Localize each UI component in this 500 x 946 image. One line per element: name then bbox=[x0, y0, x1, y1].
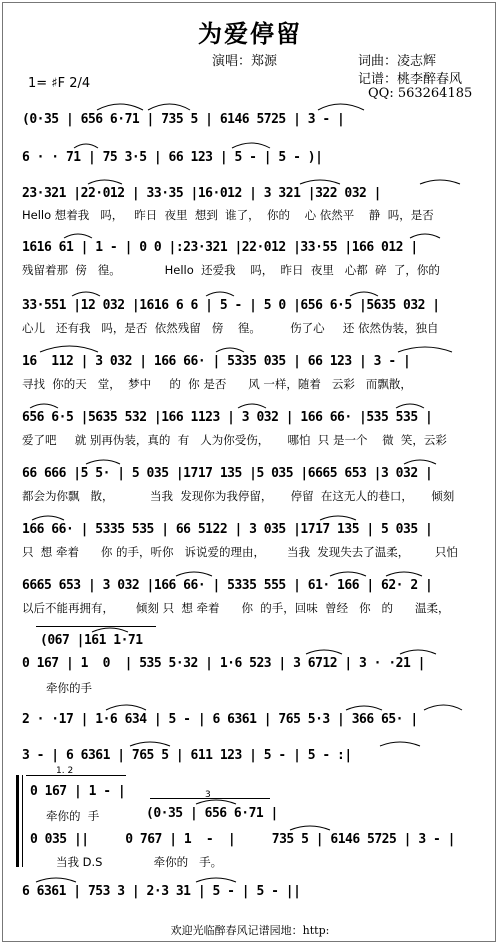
ending-1-lyrics: 牵你的 手 bbox=[46, 809, 100, 823]
qq-contact: QQ: 563264185 bbox=[368, 86, 473, 101]
singer-credit: 演唱：郑源 bbox=[212, 54, 278, 69]
score-row-12: 2 · ·17 | 1·6 634 | 5 - | 6 6361 | 765 5·3 | 366 65· | bbox=[22, 712, 418, 727]
song-title: 为爱停留 bbox=[198, 19, 302, 48]
interlude-phrase: (0·35 | 656 6·71 | bbox=[146, 806, 278, 821]
lyricist-credit: 词曲：凌志辉 bbox=[358, 54, 437, 69]
lyrics-row-8: 都会为你飘 散， 当我 发现你为我停留， 停留 在这无人的巷口， 倾刻 bbox=[22, 489, 455, 503]
prelude-phrase: (067 |161 1·71 bbox=[40, 633, 143, 648]
score-row-8: 66 666 |5 5· | 5 035 |1717 135 |5 035 |6665 653 |3 032 | bbox=[22, 466, 433, 481]
key-signature: 1= ♯F 2/4 bbox=[28, 76, 91, 91]
lyrics-row-10: 以后不能再拥有， 倾刻 只 想 牵着 你 的手，回味 曾经 你 的 温柔， bbox=[22, 601, 450, 615]
score-row-9: 166 66· | 5335 535 | 66 5122 | 3 035 |1717 135 | 5 035 | bbox=[22, 522, 433, 537]
volta-mark: 1. 2 bbox=[56, 766, 74, 776]
score-row-10: 6665 653 | 3 032 |166 66· | 5335 555 | 61· 166 | 62· 2 | bbox=[22, 578, 433, 593]
score-row-3: 23·321 |22·012 | 33·35 |16·012 | 3 321 |322 032 | bbox=[22, 186, 382, 201]
score-row-4: 1616 61 | 1 - | 0 0 |:23·321 |22·012 |33·55 |166 012 | bbox=[22, 240, 418, 255]
ending-2-phrase: 0 035 || 0 767 | 1 - | 735 5 | 6146 5725 | 3 - | bbox=[30, 832, 455, 847]
lyrics-row-3: Hello 想着我 吗， 昨日 夜里 想到 谁了， 你的 心 依然平 静 吗，是否 bbox=[22, 208, 434, 222]
footer-note: 欢迎光临醉春风记谱园地：http: bbox=[170, 924, 330, 937]
score-row-5: 33·551 |12 032 |1616 6 6 | 5 - | 5 0 |656 6·5 |5635 032 | bbox=[22, 298, 440, 313]
lyrics-row-7: 爱了吧 就 别再伪装，真的 有 人为你受伤， 哪怕 只 是一个 微 笑，云彩 bbox=[22, 433, 447, 447]
ending-1-phrase: 0 167 | 1 - | bbox=[30, 784, 126, 799]
score-row-13: 3 - | 6 6361 | 765 5 | 611 123 | 5 - | 5 - :| bbox=[22, 748, 352, 763]
lyrics-row-9: 只 想 牵着 你 的手，听你 诉说爱的理由， 当我 发现失去了温柔， 只怕 bbox=[22, 545, 458, 559]
transcriber-credit: 记谱：桃李醉春风 bbox=[358, 72, 463, 87]
score-row-2: 6 · · 71 | 75 3·5 | 66 123 | 5 - | 5 - )| bbox=[22, 150, 323, 165]
lyrics-row-11: 牵你的手 bbox=[46, 681, 92, 695]
score-row-11: 0 167 | 1 0 | 535 5·32 | 1·6 523 | 3 6712 | 3 · ·21 | bbox=[22, 656, 425, 671]
interlude-mark: 3 bbox=[205, 790, 211, 800]
score-row-14: 6 6361 | 753 3 | 2·3 31 | 5 - | 5 - || bbox=[22, 884, 301, 899]
ending-2-lyrics: 当我 D.S 牵你的 手。 bbox=[56, 855, 223, 869]
score-row-7: 656 6·5 |5635 532 |166 1123 | 3 032 | 166 66· |535 535 | bbox=[22, 410, 433, 425]
lyrics-row-4: 残留着那 傍 徨。 Hello 还爱我 吗， 昨日 夜里 心都 碎 了，你的 bbox=[22, 263, 440, 277]
lyrics-row-6: 寻找 你的天 堂， 梦中 的 你 是否 风 一样，随着 云彩 而飘散， bbox=[22, 377, 412, 391]
score-row-1: (0·35 | 656 6·71 | 735 5 | 6146 5725 | 3 - | bbox=[22, 112, 345, 127]
lyrics-row-5: 心儿 还有我 吗，是否 依然残留 傍 徨。 伤了心 还 依然伪装，独自 bbox=[22, 321, 439, 335]
score-row-6: 16 112 | 3 032 | 166 66· | 5335 035 | 66 123 | 3 - | bbox=[22, 354, 411, 369]
